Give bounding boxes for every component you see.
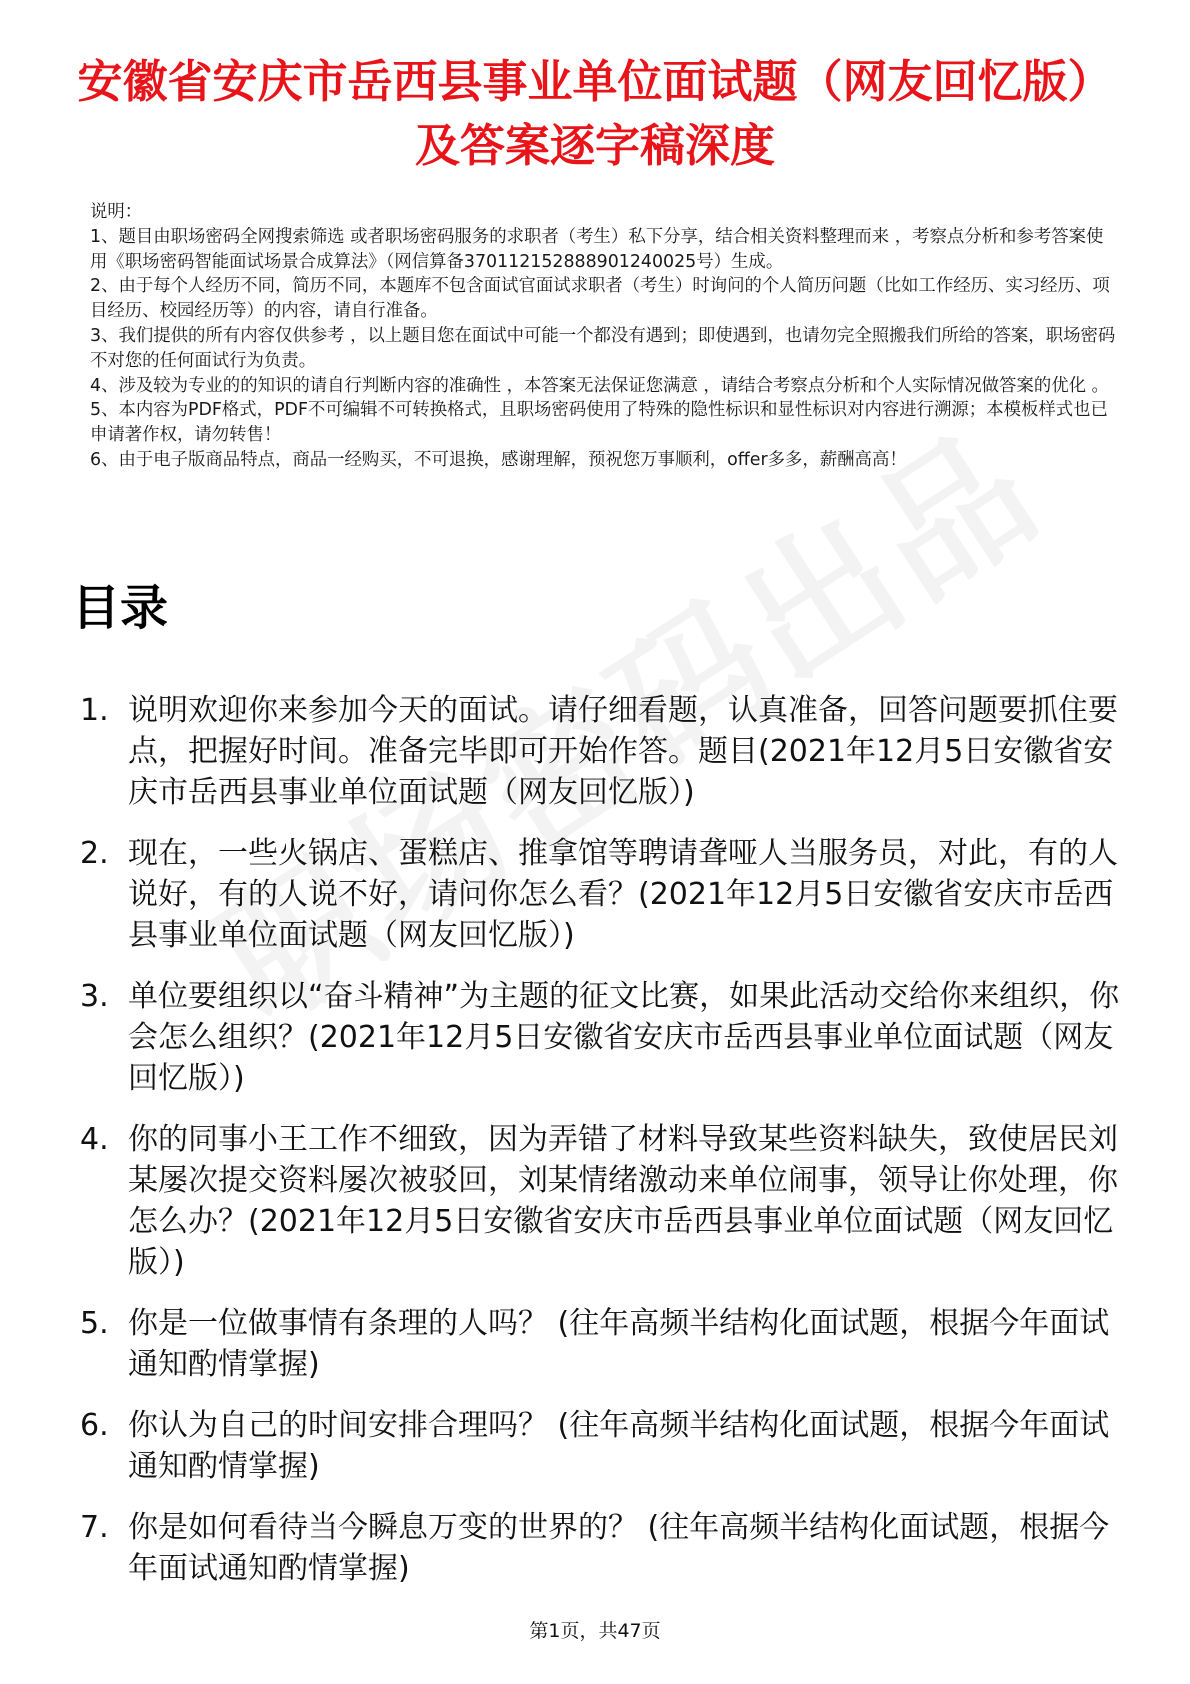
toc-list bbox=[0, 690, 1190, 1609]
toc-item[interactable] bbox=[0, 833, 1123, 956]
toc-item-text[interactable]: 说明欢迎你来参加今天的面试。请仔细看题，认真准备，回答问题要抓住要点，把握好时间。准备完毕即可开始作答。题目(2021年12月5日安徽省安庆市岳西县事业单位面试题（网友回忆版）) bbox=[128, 693, 1118, 810]
toc-item-number: 5. bbox=[80, 1306, 109, 1341]
toc-item-number: 3. bbox=[80, 979, 109, 1014]
toc-item-text[interactable]: 现在，一些火锅店、蛋糕店、推拿馆等聘请聋哑人当服务员，对此，有的人说好，有的人说不好，请问你怎么看？(2021年12月5日安徽省安庆市岳西县事业单位面试题（网友回忆版）) bbox=[128, 836, 1118, 953]
note-item: 2、由于每个人经历不同，简历不同，本题库不包含面试官面试求职者（考生）时询问的个人简历问题（比如工作经历、实习经历、项目经历、校园经历等）的内容，请自行准备。 bbox=[90, 276, 1110, 322]
toc-item-number: 1. bbox=[80, 693, 109, 728]
toc-item-text[interactable]: 单位要组织以“奋斗精神”为主题的征文比赛，如果此活动交给你来组织，你会怎么组织？(2021年12月5日安徽省安庆市岳西县事业单位面试题（网友回忆版）) bbox=[128, 979, 1120, 1096]
toc-heading: 目录 bbox=[72, 580, 169, 636]
page-number: 第1页，共47页 bbox=[529, 1620, 661, 1642]
notes-heading: 说明： bbox=[90, 202, 143, 222]
toc-item-number: 4. bbox=[80, 1122, 109, 1157]
toc-item-text[interactable]: 你认为自己的时间安排合理吗？ (往年高频半结构化面试题，根据今年面试通知酌情掌握) bbox=[128, 1408, 1110, 1484]
toc-item[interactable] bbox=[0, 1303, 1123, 1385]
toc-item-text[interactable]: 你是如何看待当今瞬息万变的世界的？ (往年高频半结构化面试题，根据今年面试通知酌情掌握) bbox=[128, 1510, 1110, 1586]
notes-section bbox=[90, 200, 1120, 473]
toc-item[interactable] bbox=[0, 1405, 1123, 1487]
toc-item-number: 6. bbox=[80, 1408, 109, 1443]
note-item: 5、本内容为PDF格式，PDF不可编辑不可转换格式，且职场密码使用了特殊的隐性标识和显性标识对内容进行溯源；本模板样式也已申请著作权，请勿转售！ bbox=[90, 400, 1108, 446]
toc-item[interactable] bbox=[0, 976, 1123, 1099]
toc-item[interactable] bbox=[0, 1507, 1123, 1589]
page-footer bbox=[0, 1618, 1190, 1644]
document-title: 安徽省安庆市岳西县事业单位面试题（网友回忆版）及答案逐字稿深度 bbox=[77, 55, 1113, 172]
toc-item-text[interactable]: 你的同事小王工作不细致，因为弄错了材料导致某些资料缺失，致使居民刘某屡次提交资料屡次被驳回，刘某情绪激动来单位闹事，领导让你处理，你怎么办？(2021年12月5日安徽省安庆市岳西县事业单位面试题（网友回忆版）) bbox=[128, 1122, 1118, 1280]
toc-item-number: 7. bbox=[80, 1510, 109, 1545]
note-item: 6、由于电子版商品特点，商品一经购买，不可退换，感谢理解，预祝您万事顺利，offer多多，薪酬高高！ bbox=[90, 449, 907, 470]
toc-item-number: 2. bbox=[80, 836, 109, 871]
note-item: 1、题目由职场密码全网搜索筛选 或者职场密码服务的求职者（考生）私下分享，结合相关资料整理而来 ，考察点分析和参考答案使用《职场密码智能面试场景合成算法》（网信算备370112152888901240025号）生成。 bbox=[90, 226, 1104, 272]
toc-item-text[interactable]: 你是一位做事情有条理的人吗？ (往年高频半结构化面试题，根据今年面试通知酌情掌握) bbox=[128, 1306, 1110, 1382]
note-item: 4、涉及较为专业的的知识的请自行判断内容的准确性 ，本答案无法保证您满意 ，请结合考察点分析和个人实际情况做答案的优化 。 bbox=[90, 375, 1109, 396]
note-item: 3、我们提供的所有内容仅供参考 ，以上题目您在面试中可能一个都没有遇到；即使遇到，也请勿完全照搬我们所给的答案，职场密码不对您的任何面试行为负责。 bbox=[90, 325, 1116, 371]
toc-item[interactable] bbox=[0, 1119, 1123, 1283]
toc-item[interactable] bbox=[0, 690, 1123, 813]
